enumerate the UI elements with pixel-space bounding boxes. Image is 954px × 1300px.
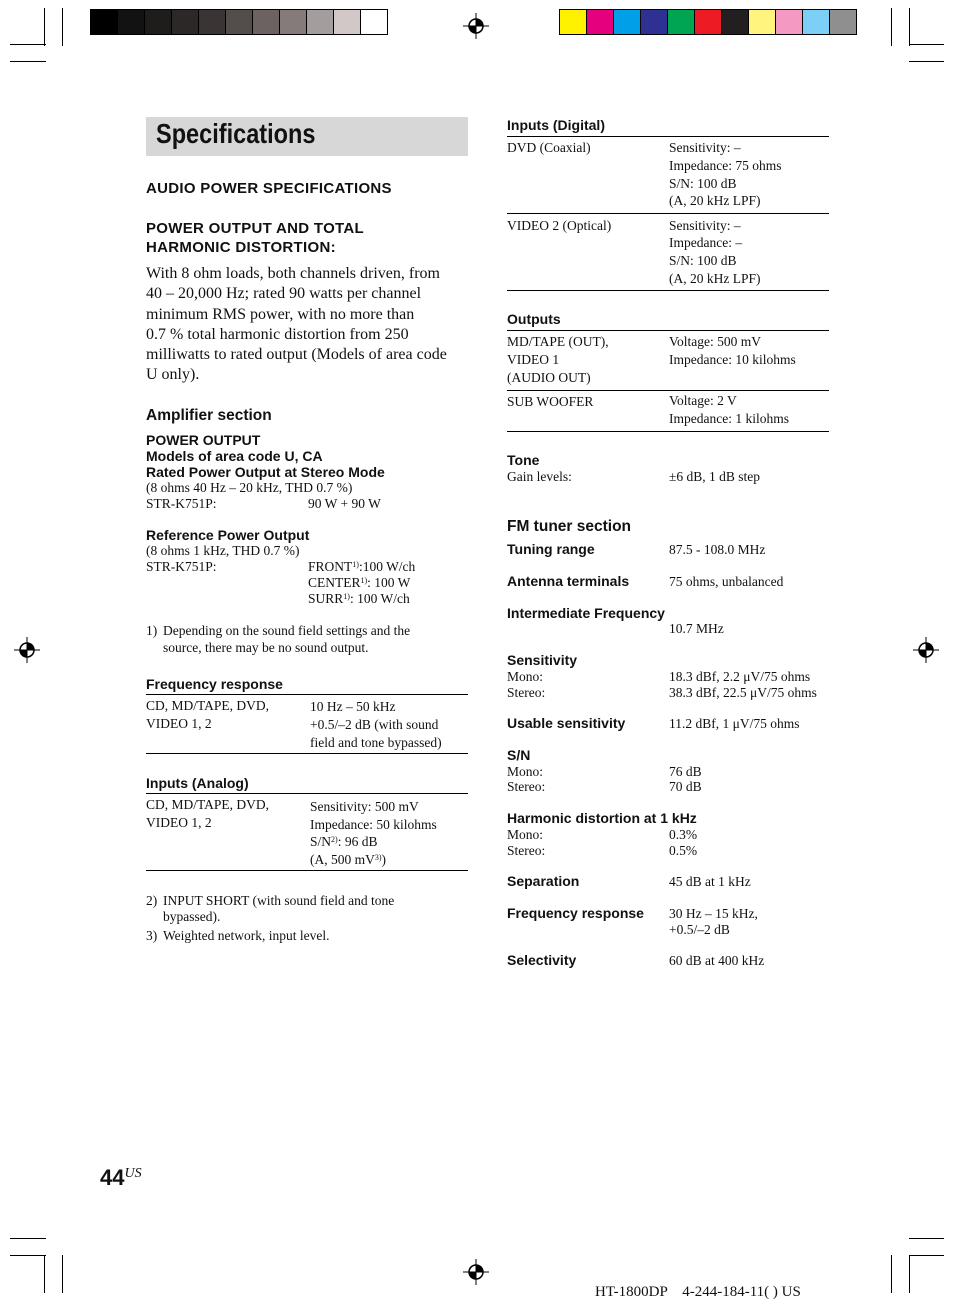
gray-swatch (226, 10, 253, 34)
freq-inputs-line1: CD, MD/TAPE, DVD, (146, 698, 270, 713)
fm-frequency-response-value-line1: 30 Hz – 15 kHz, (669, 906, 758, 921)
freq-inputs-line2: VIDEO 1, 2 (146, 716, 212, 731)
outputs-heading: Outputs (507, 311, 561, 327)
registration-target-icon (463, 13, 489, 39)
gray-swatch (91, 10, 118, 34)
table-rule (146, 793, 468, 794)
sensitivity-stereo-value: 38.3 dBf, 22.5 μV/75 ohms (669, 685, 817, 700)
registration-target-icon (14, 637, 40, 663)
analog-sensitivity: Sensitivity: 500 mV (310, 799, 419, 814)
gray-swatch (334, 10, 361, 34)
models-area-label: Models of area code U, CA (146, 448, 323, 464)
gray-swatch (253, 10, 280, 34)
table-rule (146, 753, 468, 754)
tuning-range-value: 87.5 - 108.0 MHz (669, 542, 766, 557)
gray-swatch (118, 10, 145, 34)
intro-line: 0.7 % total harmonic distortion from 250 (146, 325, 409, 343)
freq-value-line2: +0.5/–2 dB (with sound (310, 717, 439, 732)
md-tape-out-label-line3: (AUDIO OUT) (507, 370, 591, 385)
table-rule (146, 694, 468, 695)
analog-impedance: Impedance: 50 kilohms (310, 817, 437, 832)
page-title-bar (146, 117, 468, 156)
frequency-response-heading: Frequency response (146, 676, 283, 692)
page-number-suffix: US (124, 1166, 142, 1181)
page-title: Specifications (156, 118, 316, 149)
color-swatch (641, 10, 668, 34)
intro-line: minimum RMS power, with no more than (146, 305, 415, 323)
registration-target-icon (913, 637, 939, 663)
reference-center: CENTER$^{1)}$: 100 W (308, 575, 411, 590)
color-swatch (695, 10, 722, 34)
fm-tuner-section-heading: FM tuner section (507, 518, 632, 535)
video2-impedance: Impedance: – (669, 235, 743, 250)
reference-surr: SURR$^{1)}$: 100 W/ch (308, 591, 410, 606)
gray-swatch (307, 10, 334, 34)
intro-line: 40 – 20,000 Hz; rated 90 watts per channel (146, 285, 422, 303)
sn-mono-value: 76 dB (669, 764, 702, 779)
sn-stereo-label: Stereo: (507, 779, 546, 794)
table-rule (146, 870, 468, 871)
antenna-terminals-label: Antenna terminals (507, 573, 630, 589)
fm-frequency-response-label: Frequency response (507, 905, 644, 921)
selectivity-label: Selectivity (507, 952, 577, 968)
video2-weighting: (A, 20 kHz LPF) (669, 271, 761, 286)
fm-frequency-response-value-line2: +0.5/–2 dB (669, 922, 730, 937)
footnote-1-line1: Depending on the sound field settings and the (163, 623, 411, 638)
inputs-digital-heading: Inputs (Digital) (507, 117, 605, 133)
sensitivity-mono-value: 18.3 dBf, 2.2 μV/75 ohms (669, 669, 811, 684)
selectivity-value: 60 dB at 400 kHz (669, 953, 765, 968)
reference-front: FRONT$^{1)}$:100 W/ch (308, 559, 416, 574)
registration-target-icon (463, 1259, 489, 1285)
table-rule (507, 290, 829, 291)
table-rule (507, 390, 829, 391)
separation-value: 45 dB at 1 kHz (669, 874, 751, 889)
gray-swatch (199, 10, 226, 34)
sub-impedance: Impedance: 1 kilohms (669, 411, 789, 426)
footnote-3-number: 3) (146, 928, 158, 943)
footer-model-code: HT-1800DP 4-244-184-11( ) US (595, 1284, 801, 1300)
intro-line: U only). (146, 366, 200, 384)
intermediate-frequency-value: 10.7 MHz (669, 621, 724, 636)
gain-levels-label: Gain levels: (507, 469, 572, 484)
gray-swatch (145, 10, 172, 34)
footnote-1-number: 1) (146, 623, 158, 638)
analog-weighting: (A, 500 $mV^{3)}$) (310, 852, 387, 867)
analog-sn: $S/N^{2)}$: 96 dB (310, 834, 378, 849)
color-swatch (776, 10, 803, 34)
analog-inputs-line2: VIDEO 1, 2 (146, 815, 212, 830)
dvd-sn: S/N: 100 dB (669, 176, 737, 191)
footnote-3-line1: Weighted network, input level. (163, 928, 330, 943)
harmonic-stereo-label: Stereo: (507, 843, 546, 858)
color-calibration-bar (559, 9, 857, 35)
intermediate-frequency-label: Intermediate Frequency (507, 605, 665, 621)
usable-sensitivity-value: 11.2 dBf, 1 μV/75 ohms (669, 716, 800, 731)
color-swatch (830, 10, 856, 34)
grayscale-calibration-bar (90, 9, 388, 35)
dvd-weighting: (A, 20 kHz LPF) (669, 193, 761, 208)
gray-swatch (361, 10, 387, 34)
antenna-terminals-value: 75 ohms, unbalanced (669, 574, 784, 589)
table-rule (507, 330, 829, 331)
power-output-label: POWER OUTPUT (146, 432, 261, 448)
harmonic-mono-label: Mono: (507, 827, 544, 842)
dvd-sensitivity: Sensitivity: – (669, 140, 741, 155)
sub-woofer-label: SUB WOOFER (507, 394, 594, 409)
separation-label: Separation (507, 873, 580, 889)
table-rule (507, 136, 829, 137)
intro-line: With 8 ohm loads, both channels driven, from (146, 265, 440, 282)
harmonic-stereo-value: 0.5% (669, 843, 698, 858)
sensitivity-label: Sensitivity (507, 652, 578, 668)
rated-conditions: (8 ohms 40 Hz – 20 kHz, THD 0.7 %) (146, 480, 353, 495)
sensitivity-stereo-label: Stereo: (507, 685, 546, 700)
color-swatch (803, 10, 830, 34)
inputs-analog-heading: Inputs (Analog) (146, 775, 249, 791)
footnote-2-line1: INPUT SHORT (with sound field and tone (163, 893, 395, 908)
color-swatch (614, 10, 641, 34)
md-impedance: Impedance: 10 kilohms (669, 352, 796, 367)
usable-sensitivity-label: Usable sensitivity (507, 715, 626, 731)
md-tape-out-label-line1: MD/TAPE (OUT), (507, 334, 609, 349)
intro-paragraph (146, 264, 476, 386)
footnote-2-number: 2) (146, 893, 158, 908)
reference-conditions: (8 ohms 1 kHz, THD 0.7 %) (146, 543, 300, 558)
md-voltage: Voltage: 500 mV (669, 334, 761, 349)
page-number-value: 44 (100, 1165, 125, 1190)
power-output-heading-line1: POWER OUTPUT AND TOTAL (146, 220, 364, 237)
footnote-1-line2: source, there may be no sound output. (163, 640, 369, 655)
table-rule (507, 431, 829, 432)
color-swatch (587, 10, 614, 34)
freq-value-line3: field and tone bypassed) (310, 735, 442, 750)
sn-mono-label: Mono: (507, 764, 544, 779)
video2-sn: S/N: 100 dB (669, 253, 737, 268)
power-output-heading-line2: HARMONIC DISTORTION: (146, 239, 336, 256)
md-tape-out-label-line2: VIDEO 1 (507, 352, 560, 367)
sensitivity-mono-label: Mono: (507, 669, 544, 684)
freq-value-line1: 10 Hz – 50 kHz (310, 699, 396, 714)
video2-optical-label: VIDEO 2 (Optical) (507, 218, 612, 233)
color-swatch (749, 10, 776, 34)
footnote-2-line2: bypassed). (163, 909, 221, 924)
reference-model: STR-K751P: (146, 559, 217, 574)
gain-levels-value: ±6 dB, 1 dB step (669, 469, 761, 484)
page-number (100, 1165, 142, 1191)
sub-voltage: Voltage: 2 V (669, 393, 737, 408)
sn-label: S/N (507, 747, 531, 763)
rated-model: STR-K751P: (146, 496, 217, 511)
dvd-coaxial-label: DVD (Coaxial) (507, 140, 591, 155)
dvd-impedance: Impedance: 75 ohms (669, 158, 782, 173)
tuning-range-label: Tuning range (507, 541, 595, 557)
color-swatch (560, 10, 587, 34)
table-rule (507, 213, 829, 214)
tone-heading: Tone (507, 452, 540, 468)
audio-power-heading: AUDIO POWER SPECIFICATIONS (146, 180, 392, 197)
gray-swatch (172, 10, 199, 34)
gray-swatch (280, 10, 307, 34)
harmonic-distortion-label: Harmonic distortion at 1 kHz (507, 810, 697, 826)
color-swatch (722, 10, 749, 34)
sn-stereo-value: 70 dB (669, 779, 702, 794)
harmonic-mono-value: 0.3% (669, 827, 698, 842)
intro-line: milliwatts to rated output (Models of area code (146, 346, 447, 364)
reference-power-label: Reference Power Output (146, 527, 310, 543)
amplifier-section-heading: Amplifier section (146, 407, 272, 424)
video2-sensitivity: Sensitivity: – (669, 218, 741, 233)
rated-value: 90 W + 90 W (308, 496, 381, 511)
color-swatch (668, 10, 695, 34)
analog-inputs-line1: CD, MD/TAPE, DVD, (146, 797, 270, 812)
rated-power-label: Rated Power Output at Stereo Mode (146, 464, 385, 480)
